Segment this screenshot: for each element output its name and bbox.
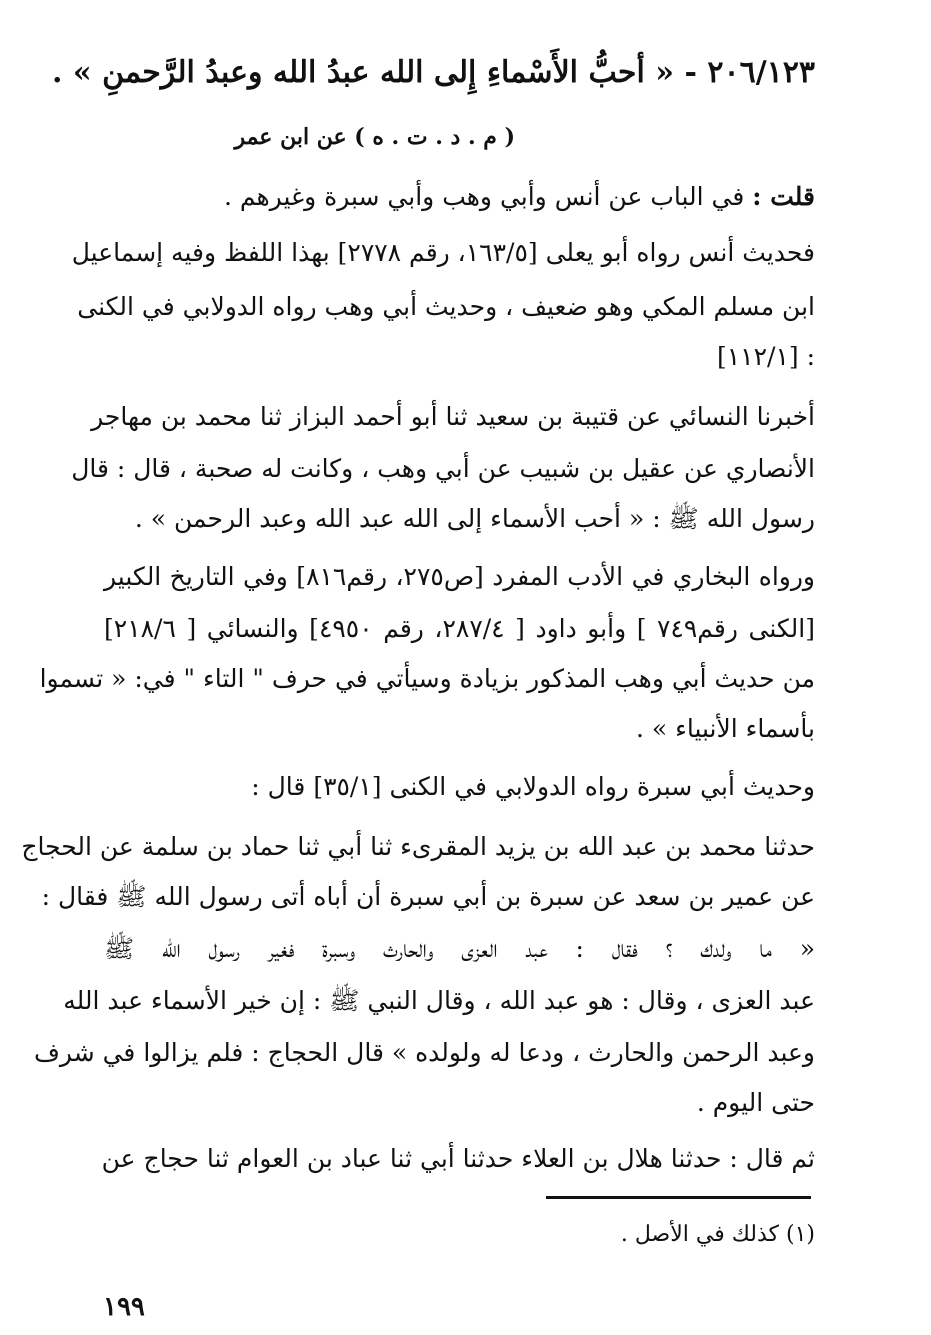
paragraph-line: وعبد الرحمن والحارث ، ودعا له ولولده » قال الحجاج : فلم يزالوا في شرف	[33, 1038, 815, 1067]
hadith-heading	[52, 56, 815, 90]
paragraph-line: حدثنا محمد بن عبد الله بن يزيد المقرىء ثنا أبي ثنا حماد بن سلمة عن الحجاج	[21, 832, 815, 861]
paragraph-line: من حديث أبي وهب المذكور بزيادة وسيأتي في حرف " التاء " في: « تسموا	[39, 664, 815, 693]
comment-line	[224, 180, 815, 214]
paragraph-line: الأنصاري عن عقيل بن شبيب عن أبي وهب ، وكانت له صحبة ، قال : قال	[71, 454, 815, 483]
paragraph-line: « ما ولدك ؟ فقال : عبد العزى والحارث وسبرة فغير رسول الله ﷺ	[104, 934, 815, 963]
page-number: ١٩٩	[103, 1292, 145, 1322]
paragraph-line: عبد العزى ، وقال : هو عبد الله ، وقال النبي ﷺ : إن خير الأسماء عبد الله	[63, 986, 815, 1015]
comment-text: في الباب عن أنس وأبي وهب وأبي سبرة وغيرهم .	[223, 182, 745, 211]
paragraph-line: وحديث أبي سبرة رواه الدولابي في الكنى [٣٥/١] قال :	[251, 772, 815, 801]
paragraph-line: رسول الله ﷺ : « أحب الأسماء إلى الله عبد الله وعبد الرحمن » .	[134, 504, 815, 533]
paragraph-line: [الكنى رقم٧٤٩ ] وأبو داود [ ٢٨٧/٤، رقم ٤٩٥٠] والنسائي [ ٢١٨/٦]	[104, 614, 816, 643]
paragraph-line: ابن مسلم المكي وهو ضعيف ، وحديث أبي وهب رواه الدولابي في الكنى	[77, 292, 815, 321]
paragraph-line: : [١١٢/١]	[716, 342, 815, 371]
paragraph-line: حتى اليوم .	[696, 1088, 815, 1117]
footnote: (١) كذلك في الأصل .	[620, 1222, 815, 1247]
hadith-number: ٢٠٦/١٢٣ -	[684, 55, 815, 90]
paragraph-line: فحديث أنس رواه أبو يعلى [١٦٣/٥، رقم ٢٧٧٨] بهذا اللفظ وفيه إسماعيل	[71, 238, 815, 267]
paragraph-line: عن عمير بن سعد عن سبرة بن أبي سبرة أن أباه أتى رسول الله ﷺ فقال :	[41, 882, 815, 911]
hadith-sources: ( م . د . ت . ه ) عن ابن عمر	[234, 124, 515, 150]
paragraph-line: أخبرنا النسائي عن قتيبة بن سعيد ثنا أبو أحمد البزاز ثنا محمد بن مهاجر	[91, 402, 815, 431]
paragraph-line: ورواه البخاري في الأدب المفرد [ص٢٧٥، رقم٨١٦] وفي التاريخ الكبير	[104, 562, 815, 591]
hadith-text: « أحبُّ الأَسْماءِ إِلى الله عبدُ الله وعبدُ الرَّحمنِ » .	[51, 55, 674, 90]
footnote-divider	[546, 1196, 811, 1199]
comment-label: قلت :	[752, 182, 815, 211]
paragraph-line: ثم قال : حدثنا هلال بن العلاء حدثنا أبي ثنا عباد بن العوام ثنا حجاج عن	[101, 1144, 815, 1173]
paragraph-line: بأسماء الأنبياء » .	[635, 714, 815, 743]
